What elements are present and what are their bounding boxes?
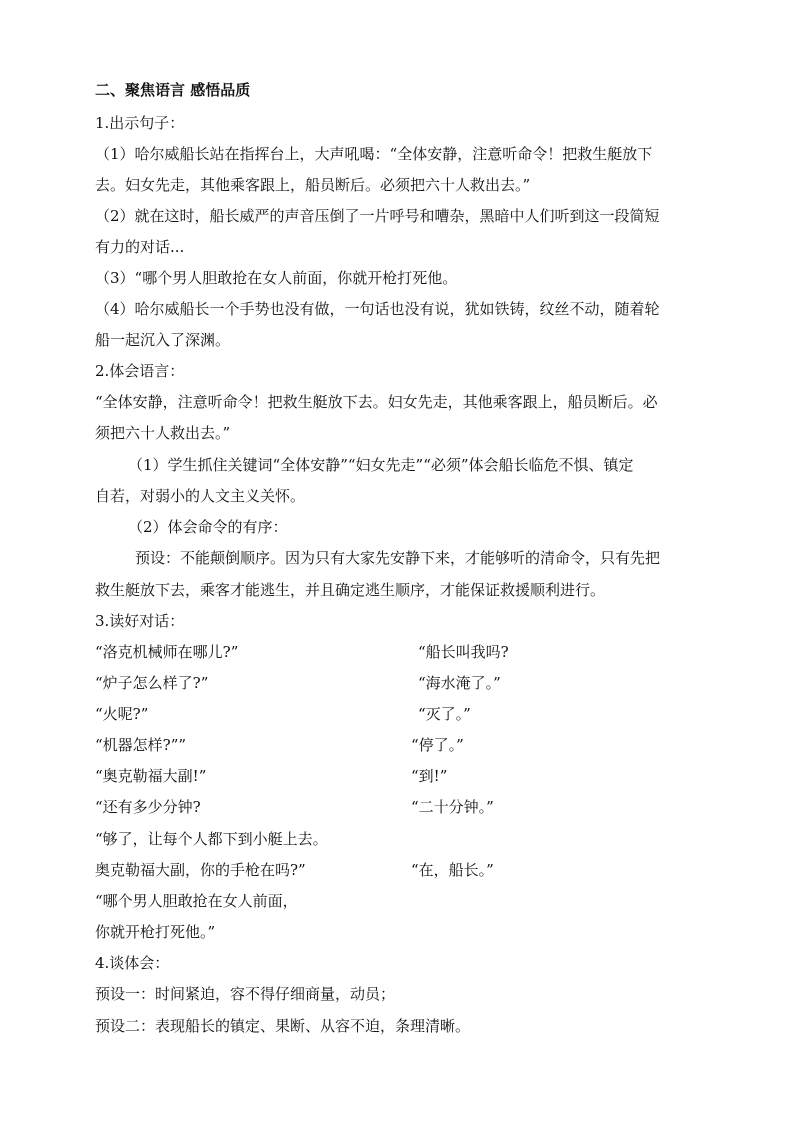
- dialogue-right: “海水淹了。”: [418, 674, 501, 692]
- part1-line: （4）哈尔威船长一个手势也没有做，一句话也没有说，犹如铁铸，纹丝不动，随着轮: [95, 300, 660, 318]
- part1-line: （2）就在这时，船长威严的声音压倒了一片呼号和嘈杂，黑暗中人们听到这一段简短: [95, 207, 660, 225]
- dialogue-left: “还有多少分钟?: [95, 798, 201, 816]
- part1-line: （1）哈尔威船长站在指挥台上，大声吼喝：“全体安静，注意听命令！把救生艇放下: [95, 145, 653, 163]
- part1-line: 有力的对话...: [95, 238, 185, 256]
- part2-point2: （2）体会命令的有序：: [128, 518, 288, 536]
- part2-quote-line: “全体安静，注意听命令！把救生艇放下去。妇女先走，其他乘客跟上，船员断后。必: [95, 393, 658, 411]
- dialogue-left: “洛克机械师在哪儿?”: [95, 643, 239, 661]
- dialogue-right: “灭了。”: [418, 705, 471, 723]
- part4-line: 预设二：表现船长的镇定、果断、从容不迫，条理清晰。: [95, 1017, 471, 1035]
- part1-heading: 1.出示句子：: [95, 114, 185, 132]
- part2-point1-line: 自若，对弱小的人文主义关怀。: [95, 487, 306, 505]
- dialogue-left: 奥克勒福大副，你的手枪在吗?”: [95, 861, 306, 879]
- dialogue-right: “停了。”: [411, 736, 464, 754]
- dialogue-left: “奥克勒福大副!”: [95, 767, 207, 785]
- part4-heading: 4.谈体会：: [95, 954, 170, 972]
- dialogue-left: “炉子怎么样了?”: [95, 674, 209, 692]
- part1-line: （3）“哪个男人胆敢抢在女人前面，你就开枪打死他。: [95, 269, 458, 287]
- dialogue-left: “火呢?”: [95, 705, 149, 723]
- dialogue-right: “在，船长。”: [411, 861, 494, 879]
- dialogue-right: “二十分钟。”: [411, 798, 494, 816]
- part3-heading: 3.读好对话：: [95, 612, 185, 630]
- part2-quote-line: 须把六十人救出去。”: [95, 424, 231, 442]
- part2-preset-line: 救生艇放下去，乘客才能逃生，并且确定逃生顺序，才能保证救援顺利进行。: [95, 581, 606, 599]
- dialogue-left: “机器怎样?””: [95, 736, 187, 754]
- section-title: 二、聚焦语言 感悟品质: [95, 81, 251, 99]
- part2-point1-line: （1）学生抓住关键词“全体安静”“妇女先走”“必须”体会船长临危不惧、镇定: [128, 456, 634, 474]
- dialogue-left: “够了，让每个人都下到小艇上去。: [95, 830, 328, 848]
- part2-heading: 2.体会语言：: [95, 362, 185, 380]
- part1-line: 去。妇女先走，其他乘客跟上，船员断后。必须把六十人救出去。”: [95, 176, 531, 194]
- part2-preset-line: 预设：不能颠倒顺序。因为只有大家先安静下来，才能够听的清命令，只有先把: [135, 549, 661, 567]
- dialogue-left: “哪个男人胆敢抢在女人前面，: [95, 892, 298, 910]
- dialogue-right: “船长叫我吗?: [418, 643, 509, 661]
- dialogue-right: “到!”: [411, 767, 448, 785]
- part4-line: 预设一：时间紧迫，容不得仔细商量，动员；: [95, 985, 396, 1003]
- dialogue-left: 你就开枪打死他。”: [95, 923, 216, 941]
- part1-line: 船一起沉入了深渊。: [95, 331, 231, 349]
